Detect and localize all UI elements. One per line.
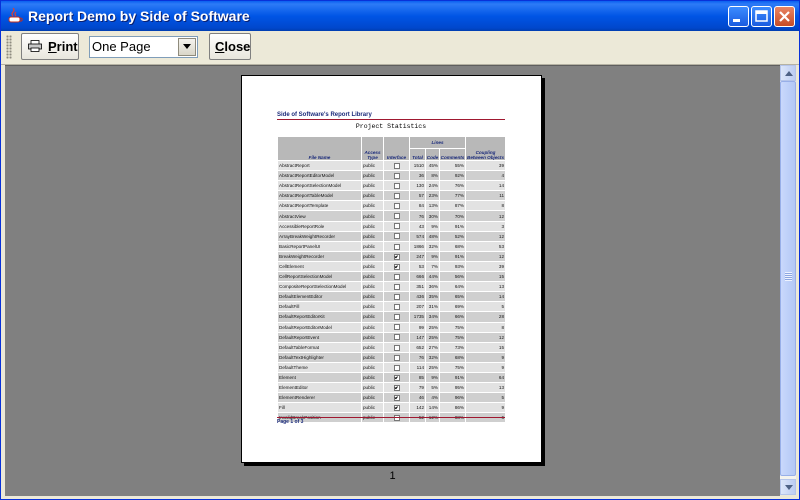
header-coupling: Coupling Between Objects (466, 137, 506, 161)
report-table (277, 136, 506, 423)
cell-access-type: public (362, 221, 384, 231)
table-row (278, 282, 506, 292)
cell-access-type: public (362, 171, 384, 181)
cell-coupling: 53 (466, 241, 506, 251)
cell-comments: 73% (440, 342, 466, 352)
interface-checkbox (394, 183, 400, 189)
cell-comments: 52% (440, 231, 466, 241)
cell-comments: 64% (440, 282, 466, 292)
cell-coupling: 12 (466, 332, 506, 342)
cell-coupling: 5 (466, 302, 506, 312)
interface-checkbox (394, 213, 400, 219)
interface-checkbox (394, 193, 400, 199)
header-access-type: Access Type (362, 137, 384, 161)
cell-coupling: 9 (466, 362, 506, 372)
title-bar[interactable] (1, 1, 799, 31)
cell-access-type: public (362, 261, 384, 271)
scroll-thumb-grip (785, 272, 792, 281)
table-row (278, 211, 506, 221)
interface-checkbox (394, 294, 400, 300)
cell-interface (384, 342, 410, 352)
cell-code: 9% (426, 372, 440, 382)
cell-access-type: public (362, 312, 384, 322)
cell-total: 666 (410, 272, 426, 282)
cell-interface (384, 312, 410, 322)
cell-comments: 93% (440, 261, 466, 271)
cell-comments: 95% (440, 383, 466, 393)
interface-checkbox (394, 324, 400, 330)
cell-file-name: CellElement (278, 261, 362, 271)
table-row (278, 393, 506, 403)
cell-access-type: public (362, 342, 384, 352)
cell-file-name: CompositeReportSelectionModel (278, 282, 362, 292)
cell-code: 34% (426, 312, 440, 322)
table-row (278, 342, 506, 352)
cell-comments: 75% (440, 362, 466, 372)
java-app-icon (7, 8, 23, 24)
cell-access-type: public (362, 251, 384, 261)
cell-access-type: public (362, 272, 384, 282)
table-row (278, 403, 506, 413)
cell-file-name: AbstractReportEditorModel (278, 171, 362, 181)
cell-interface (384, 221, 410, 231)
table-row (278, 161, 506, 171)
page-number: 1 (389, 470, 396, 482)
cell-file-name: AbstractReportTemplate (278, 201, 362, 211)
cell-interface (384, 241, 410, 251)
cell-interface (384, 261, 410, 271)
cell-file-name: DefaultReportEvent (278, 332, 362, 342)
print-label-rest: rint (56, 39, 78, 54)
cell-interface (384, 383, 410, 393)
cell-code: 35% (426, 292, 440, 302)
cell-access-type: public (362, 231, 384, 241)
cell-comments: 56% (440, 272, 466, 282)
interface-checkbox (394, 375, 400, 381)
cell-file-name: CellReportSelectionModel (278, 272, 362, 282)
cell-interface (384, 292, 410, 302)
cell-comments: 76% (440, 181, 466, 191)
cell-code: 30% (426, 211, 440, 221)
minimize-icon (729, 7, 748, 26)
cell-file-name: Fill (278, 403, 362, 413)
cell-interface (384, 191, 410, 201)
footer-rule (277, 417, 505, 418)
table-row (278, 322, 506, 332)
cell-file-name: DefaultTextHighlighter (278, 352, 362, 362)
cell-access-type: public (362, 161, 384, 171)
table-row (278, 231, 506, 241)
header-file-name: File Name (278, 137, 362, 161)
cell-comments: 70% (440, 211, 466, 221)
header-code: Code (426, 149, 440, 161)
table-row (278, 221, 506, 231)
cell-code: 25% (426, 362, 440, 372)
chevron-down-icon (182, 44, 192, 50)
cell-code: 13% (426, 201, 440, 211)
cell-comments: 92% (440, 171, 466, 181)
cell-coupling: 13 (466, 282, 506, 292)
cell-code: 9% (426, 251, 440, 261)
cell-total: 652 (410, 342, 426, 352)
interface-checkbox (394, 355, 400, 361)
interface-checkbox (394, 244, 400, 250)
cell-code: 9% (426, 221, 440, 231)
cell-code: 25% (426, 322, 440, 332)
cell-code: 48% (426, 231, 440, 241)
interface-checkbox (394, 345, 400, 351)
cell-coupling: 5 (466, 393, 506, 403)
report-page (241, 75, 542, 463)
close-mnemonic: C (215, 39, 225, 54)
cell-coupling: 12 (466, 211, 506, 221)
cell-interface (384, 161, 410, 171)
cell-interface (384, 181, 410, 191)
cell-total: 130 (410, 181, 426, 191)
report-preview-viewport[interactable] (5, 65, 780, 496)
cell-interface (384, 272, 410, 282)
cell-code: 44% (426, 272, 440, 282)
cell-comments: 91% (440, 221, 466, 231)
window-title: Report Demo by Side of Software (28, 8, 250, 24)
close-icon (775, 7, 794, 26)
scroll-down-button[interactable] (780, 479, 796, 495)
toolbar-grip[interactable] (6, 35, 12, 59)
cell-comments: 68% (440, 241, 466, 251)
cell-file-name: DefaultReportEditorKit (278, 312, 362, 322)
cell-code: 24% (426, 181, 440, 191)
interface-checkbox (394, 334, 400, 340)
cell-interface (384, 302, 410, 312)
cell-comments: 75% (440, 332, 466, 342)
cell-access-type: public (362, 383, 384, 393)
cell-interface (384, 211, 410, 221)
interface-checkbox (394, 203, 400, 209)
cell-coupling: 28 (466, 312, 506, 322)
table-row (278, 383, 506, 393)
cell-interface (384, 352, 410, 362)
cell-file-name: AccessibleReportRole (278, 221, 362, 231)
cell-total: 46 (410, 393, 426, 403)
cell-file-name: DefaultTableFormat (278, 342, 362, 352)
cell-code: 32% (426, 352, 440, 362)
cell-code: 36% (426, 282, 440, 292)
cell-file-name: Element (278, 372, 362, 382)
arrow-up-icon (785, 71, 793, 76)
cell-file-name: ElementEditor (278, 383, 362, 393)
cell-total: 1510 (410, 161, 426, 171)
cell-file-name: AbstractReport (278, 161, 362, 171)
cell-access-type: public (362, 393, 384, 403)
table-row (278, 372, 506, 382)
cell-total: 147 (410, 332, 426, 342)
cell-file-name: DefaultElementEditor (278, 292, 362, 302)
cell-coupling: 13 (466, 383, 506, 393)
header-lines: Lines (410, 137, 466, 149)
cell-coupling: 12 (466, 231, 506, 241)
cell-access-type: public (362, 201, 384, 211)
cell-comments: 96% (440, 393, 466, 403)
cell-access-type: public (362, 403, 384, 413)
table-row (278, 171, 506, 181)
table-row (278, 261, 506, 271)
cell-file-name: DefaultTheme (278, 362, 362, 372)
cell-interface (384, 372, 410, 382)
close-button[interactable] (209, 33, 251, 60)
cell-comments: 66% (440, 312, 466, 322)
zoom-select[interactable] (89, 36, 198, 58)
cell-total: 76 (410, 211, 426, 221)
cell-interface (384, 322, 410, 332)
cell-code: 27% (426, 342, 440, 352)
arrow-down-icon (785, 485, 793, 490)
cell-access-type: public (362, 352, 384, 362)
cell-code: 4% (426, 393, 440, 403)
minimize-button[interactable] (728, 6, 749, 27)
cell-interface (384, 231, 410, 241)
table-row (278, 251, 506, 261)
cell-access-type: public (362, 211, 384, 221)
cell-code: 25% (426, 332, 440, 342)
cell-total: 207 (410, 302, 426, 312)
interface-checkbox (394, 223, 400, 229)
cell-access-type: public (362, 302, 384, 312)
cell-comments: 77% (440, 191, 466, 201)
header-rule (277, 119, 505, 120)
cell-total: 43 (410, 221, 426, 231)
cell-total: 53 (410, 261, 426, 271)
cell-file-name: DefaultReportEditorModel (278, 322, 362, 332)
cell-coupling: 39 (466, 261, 506, 271)
cell-file-name: BreakWeightRecorder (278, 251, 362, 261)
interface-checkbox (394, 405, 400, 411)
cell-comments: 87% (440, 201, 466, 211)
cell-code: 14% (426, 403, 440, 413)
print-button[interactable] (21, 33, 79, 60)
zoom-select-value: One Page (92, 39, 151, 54)
cell-interface (384, 332, 410, 342)
cell-total: 114 (410, 362, 426, 372)
cell-code: 8% (426, 171, 440, 181)
table-row (278, 201, 506, 211)
cell-coupling: 9 (466, 352, 506, 362)
cell-total: 574 (410, 231, 426, 241)
cell-total: 79 (410, 383, 426, 393)
cell-comments: 91% (440, 372, 466, 382)
cell-code: 23% (426, 191, 440, 201)
cell-total: 351 (410, 282, 426, 292)
cell-comments: 86% (440, 403, 466, 413)
cell-access-type: public (362, 282, 384, 292)
cell-comments: 75% (440, 322, 466, 332)
cell-file-name: AbstractView (278, 211, 362, 221)
cell-code: 32% (426, 241, 440, 251)
cell-total: 85 (410, 372, 426, 382)
cell-file-name: ArrayBreakWeightRecorder (278, 231, 362, 241)
interface-checkbox (394, 284, 400, 290)
table-row (278, 332, 506, 342)
interface-checkbox (394, 385, 400, 391)
cell-coupling: 4 (466, 171, 506, 181)
table-row (278, 241, 506, 251)
interface-checkbox (394, 274, 400, 280)
cell-comments: 91% (440, 251, 466, 261)
cell-interface (384, 403, 410, 413)
table-row (278, 362, 506, 372)
cell-comments: 68% (440, 352, 466, 362)
cell-file-name: BasicReportPanelUI (278, 241, 362, 251)
cell-total: 1866 (410, 241, 426, 251)
page-footer: Page 1 of 3 (277, 419, 304, 425)
cell-comments: 65% (440, 292, 466, 302)
maximize-icon (752, 7, 771, 26)
cell-access-type: public (362, 191, 384, 201)
cell-interface (384, 393, 410, 403)
cell-coupling: 64 (466, 372, 506, 382)
cell-file-name: AbstractReportTableModel (278, 191, 362, 201)
header-interface: Interface (384, 137, 410, 161)
report-table-body (278, 161, 506, 423)
cell-access-type: public (362, 372, 384, 382)
cell-access-type: public (362, 292, 384, 302)
cell-access-type: public (362, 362, 384, 372)
cell-coupling: 15 (466, 272, 506, 282)
cell-interface (384, 201, 410, 211)
maximize-button[interactable] (751, 6, 772, 27)
cell-coupling: 14 (466, 181, 506, 191)
cell-file-name: ElementRenderer (278, 393, 362, 403)
table-row (278, 352, 506, 362)
printer-icon (28, 40, 42, 52)
cell-coupling: 11 (466, 191, 506, 201)
interface-checkbox (394, 314, 400, 320)
vertical-scrollbar[interactable] (780, 65, 796, 495)
cell-total: 76 (410, 352, 426, 362)
toolbar (1, 31, 799, 65)
cell-interface (384, 362, 410, 372)
close-label-rest: lose (224, 39, 251, 54)
cell-access-type: public (362, 241, 384, 251)
cell-interface (384, 251, 410, 261)
cell-file-name: AbstractReportSelectionModel (278, 181, 362, 191)
scroll-up-button[interactable] (780, 65, 796, 81)
cell-coupling: 3 (466, 221, 506, 231)
cell-coupling: 15 (466, 342, 506, 352)
interface-checkbox (394, 304, 400, 310)
report-subtitle: Project Statistics (355, 123, 427, 130)
cell-code: 5% (426, 383, 440, 393)
cell-interface (384, 171, 410, 181)
interface-checkbox (394, 395, 400, 401)
table-row (278, 292, 506, 302)
cell-coupling: 14 (466, 292, 506, 302)
table-row (278, 191, 506, 201)
close-window-button[interactable] (774, 6, 795, 27)
cell-total: 436 (410, 292, 426, 302)
table-row (278, 312, 506, 322)
table-row (278, 181, 506, 191)
cell-access-type: public (362, 332, 384, 342)
table-row (278, 302, 506, 312)
cell-total: 57 (410, 191, 426, 201)
report-library-title: Side of Software's Report Library (277, 112, 372, 118)
cell-total: 99 (410, 322, 426, 332)
interface-checkbox (394, 173, 400, 179)
interface-checkbox (394, 233, 400, 239)
cell-code: 31% (426, 302, 440, 312)
cell-total: 247 (410, 251, 426, 261)
scroll-thumb[interactable] (780, 81, 796, 476)
cell-total: 84 (410, 201, 426, 211)
header-comments: Comments (440, 149, 466, 161)
cell-comments: 69% (440, 302, 466, 312)
cell-coupling: 9 (466, 403, 506, 413)
cell-total: 1735 (410, 312, 426, 322)
cell-interface (384, 282, 410, 292)
cell-total: 142 (410, 403, 426, 413)
cell-code: 7% (426, 261, 440, 271)
cell-coupling: 12 (466, 251, 506, 261)
cell-comments: 55% (440, 161, 466, 171)
cell-coupling: 8 (466, 201, 506, 211)
cell-access-type: public (362, 322, 384, 332)
cell-file-name: DefaultFill (278, 302, 362, 312)
print-mnemonic: P (48, 39, 57, 54)
header-total: Total (410, 149, 426, 161)
table-row (278, 272, 506, 282)
cell-total: 36 (410, 171, 426, 181)
interface-checkbox (394, 254, 400, 260)
cell-coupling: 8 (466, 322, 506, 332)
cell-access-type: public (362, 181, 384, 191)
zoom-dropdown-button[interactable] (178, 38, 196, 56)
interface-checkbox (394, 365, 400, 371)
interface-checkbox (394, 163, 400, 169)
cell-coupling: 39 (466, 161, 506, 171)
cell-code: 45% (426, 161, 440, 171)
interface-checkbox (394, 264, 400, 270)
